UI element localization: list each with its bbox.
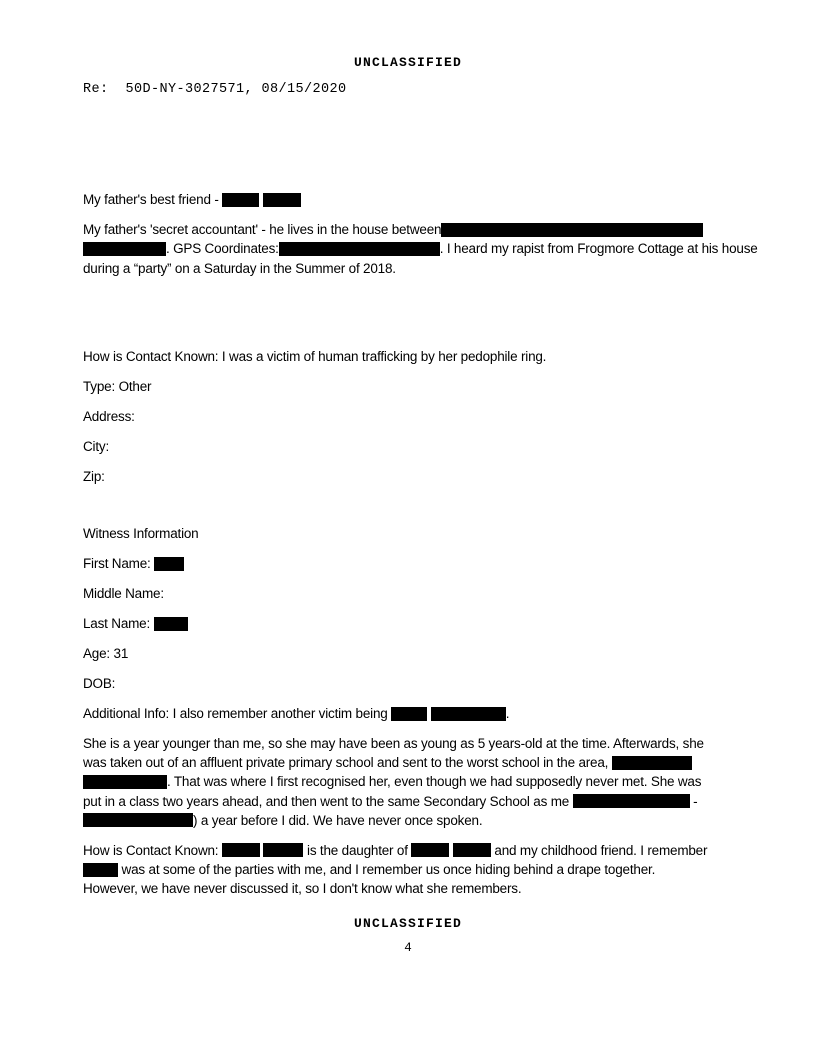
redaction-bar bbox=[411, 843, 449, 857]
text-run: and my childhood friend. I remember bbox=[490, 842, 708, 858]
block-re-line bbox=[83, 80, 733, 99]
text-line bbox=[83, 554, 733, 573]
text-run: Address: bbox=[83, 408, 135, 424]
redaction-bar bbox=[441, 223, 703, 237]
text-line bbox=[83, 467, 733, 486]
text-line bbox=[83, 259, 733, 278]
text-line bbox=[83, 377, 733, 396]
block-type-line bbox=[83, 377, 733, 396]
text-run: . That was where I first recognised her, even though we had supposedly never met. She was bbox=[167, 774, 702, 790]
text-run: First Name: bbox=[83, 556, 155, 572]
redaction-bar bbox=[154, 557, 184, 571]
redaction-bar bbox=[453, 843, 491, 857]
redaction-bar bbox=[83, 813, 193, 827]
text-run: during a “party” on a Saturday in the Summer of 2018. bbox=[83, 260, 396, 276]
redaction-bar bbox=[83, 242, 166, 256]
redaction-bar bbox=[222, 843, 260, 857]
text-line bbox=[83, 584, 733, 603]
block-age-line bbox=[83, 644, 733, 663]
text-run: was at some of the parties with me, and I remember us once hiding behind a drape together. bbox=[118, 862, 656, 878]
redaction-bar bbox=[154, 617, 188, 631]
text-run: Middle Name: bbox=[83, 586, 164, 602]
text-line bbox=[83, 437, 733, 456]
block-additional-info bbox=[83, 704, 733, 723]
text-run: How is Contact Known: bbox=[83, 842, 222, 858]
redaction-bar bbox=[612, 756, 692, 770]
text-line bbox=[83, 644, 733, 663]
text-run: City: bbox=[83, 438, 110, 454]
redaction-bar bbox=[263, 843, 303, 857]
text-run: . bbox=[505, 706, 510, 722]
redaction-bar bbox=[279, 242, 440, 256]
text-line bbox=[83, 860, 733, 879]
page-number: 4 bbox=[404, 941, 412, 956]
block-father-friend bbox=[83, 190, 733, 209]
text-line bbox=[83, 811, 733, 830]
redaction-bar bbox=[573, 794, 690, 808]
text-run: Re: 50D-NY-3027571, 08/15/2020 bbox=[83, 82, 347, 97]
block-dob-line bbox=[83, 674, 733, 693]
redaction-bar bbox=[263, 193, 301, 207]
block-victim-para bbox=[83, 734, 733, 830]
text-line bbox=[83, 220, 733, 239]
block-last-name bbox=[83, 614, 733, 633]
text-run: put in a class two years ahead, and then went to the same Secondary School as me bbox=[83, 793, 573, 809]
text-line bbox=[83, 879, 733, 898]
block-address-line bbox=[83, 407, 733, 426]
block-father-accountant bbox=[83, 220, 758, 278]
document-body bbox=[0, 80, 816, 898]
text-line bbox=[83, 614, 733, 633]
text-run: How is Contact Known: I was a victim of human trafficking by her pedophile ring. bbox=[83, 348, 547, 364]
text-run: Additional Info: I also remember another victim being bbox=[83, 706, 392, 722]
block-middle-name bbox=[83, 584, 733, 603]
text-run: DOB: bbox=[83, 676, 116, 692]
text-run: Last Name: bbox=[83, 616, 154, 632]
redaction-bar bbox=[83, 775, 167, 789]
text-run: ) a year before I did. We have never once spoken. bbox=[193, 812, 483, 828]
text-run: is the daughter of bbox=[303, 842, 412, 858]
text-line bbox=[83, 190, 733, 209]
text-run: . I heard my rapist from Frogmore Cottage at his house bbox=[439, 241, 758, 257]
redaction-bar bbox=[222, 193, 259, 207]
text-line bbox=[83, 80, 733, 99]
redaction-bar bbox=[431, 707, 506, 721]
text-run: - bbox=[689, 793, 698, 809]
text-line bbox=[83, 674, 733, 693]
text-line bbox=[83, 347, 733, 366]
block-witness-info bbox=[83, 524, 733, 543]
text-run: . GPS Coordinates: bbox=[166, 241, 279, 257]
text-run: My father's best friend - bbox=[83, 192, 223, 208]
text-run: She is a year younger than me, so she may have been as young as 5 years-old at the time. Afterwards, she bbox=[83, 736, 704, 752]
redaction-bar bbox=[391, 707, 427, 721]
text-run: However, we have never discussed it, so I don't know what she remembers. bbox=[83, 881, 522, 897]
text-line bbox=[83, 753, 733, 772]
block-how-known-1 bbox=[83, 347, 733, 366]
block-city-line bbox=[83, 437, 733, 456]
block-first-name bbox=[83, 554, 733, 573]
text-line bbox=[83, 772, 733, 791]
text-run: Age: 31 bbox=[83, 646, 129, 662]
text-line bbox=[83, 734, 733, 753]
text-line bbox=[83, 239, 758, 258]
text-run: Witness Information bbox=[83, 526, 199, 542]
text-run: was taken out of an affluent private primary school and sent to the worst school in the area, bbox=[83, 755, 612, 771]
text-line bbox=[83, 407, 733, 426]
block-how-known-2 bbox=[83, 841, 733, 899]
redaction-bar bbox=[83, 863, 118, 877]
text-line bbox=[83, 792, 733, 811]
text-run: Type: Other bbox=[83, 378, 152, 394]
text-run: Zip: bbox=[83, 468, 105, 484]
footer-classification: UNCLASSIFIED bbox=[353, 916, 462, 932]
text-line bbox=[83, 524, 733, 543]
block-zip-line bbox=[83, 467, 733, 486]
header-classification: UNCLASSIFIED bbox=[353, 55, 462, 70]
text-line bbox=[83, 841, 733, 860]
text-line bbox=[83, 704, 733, 723]
text-run: My father's 'secret accountant' - he lives in the house between bbox=[83, 222, 442, 238]
